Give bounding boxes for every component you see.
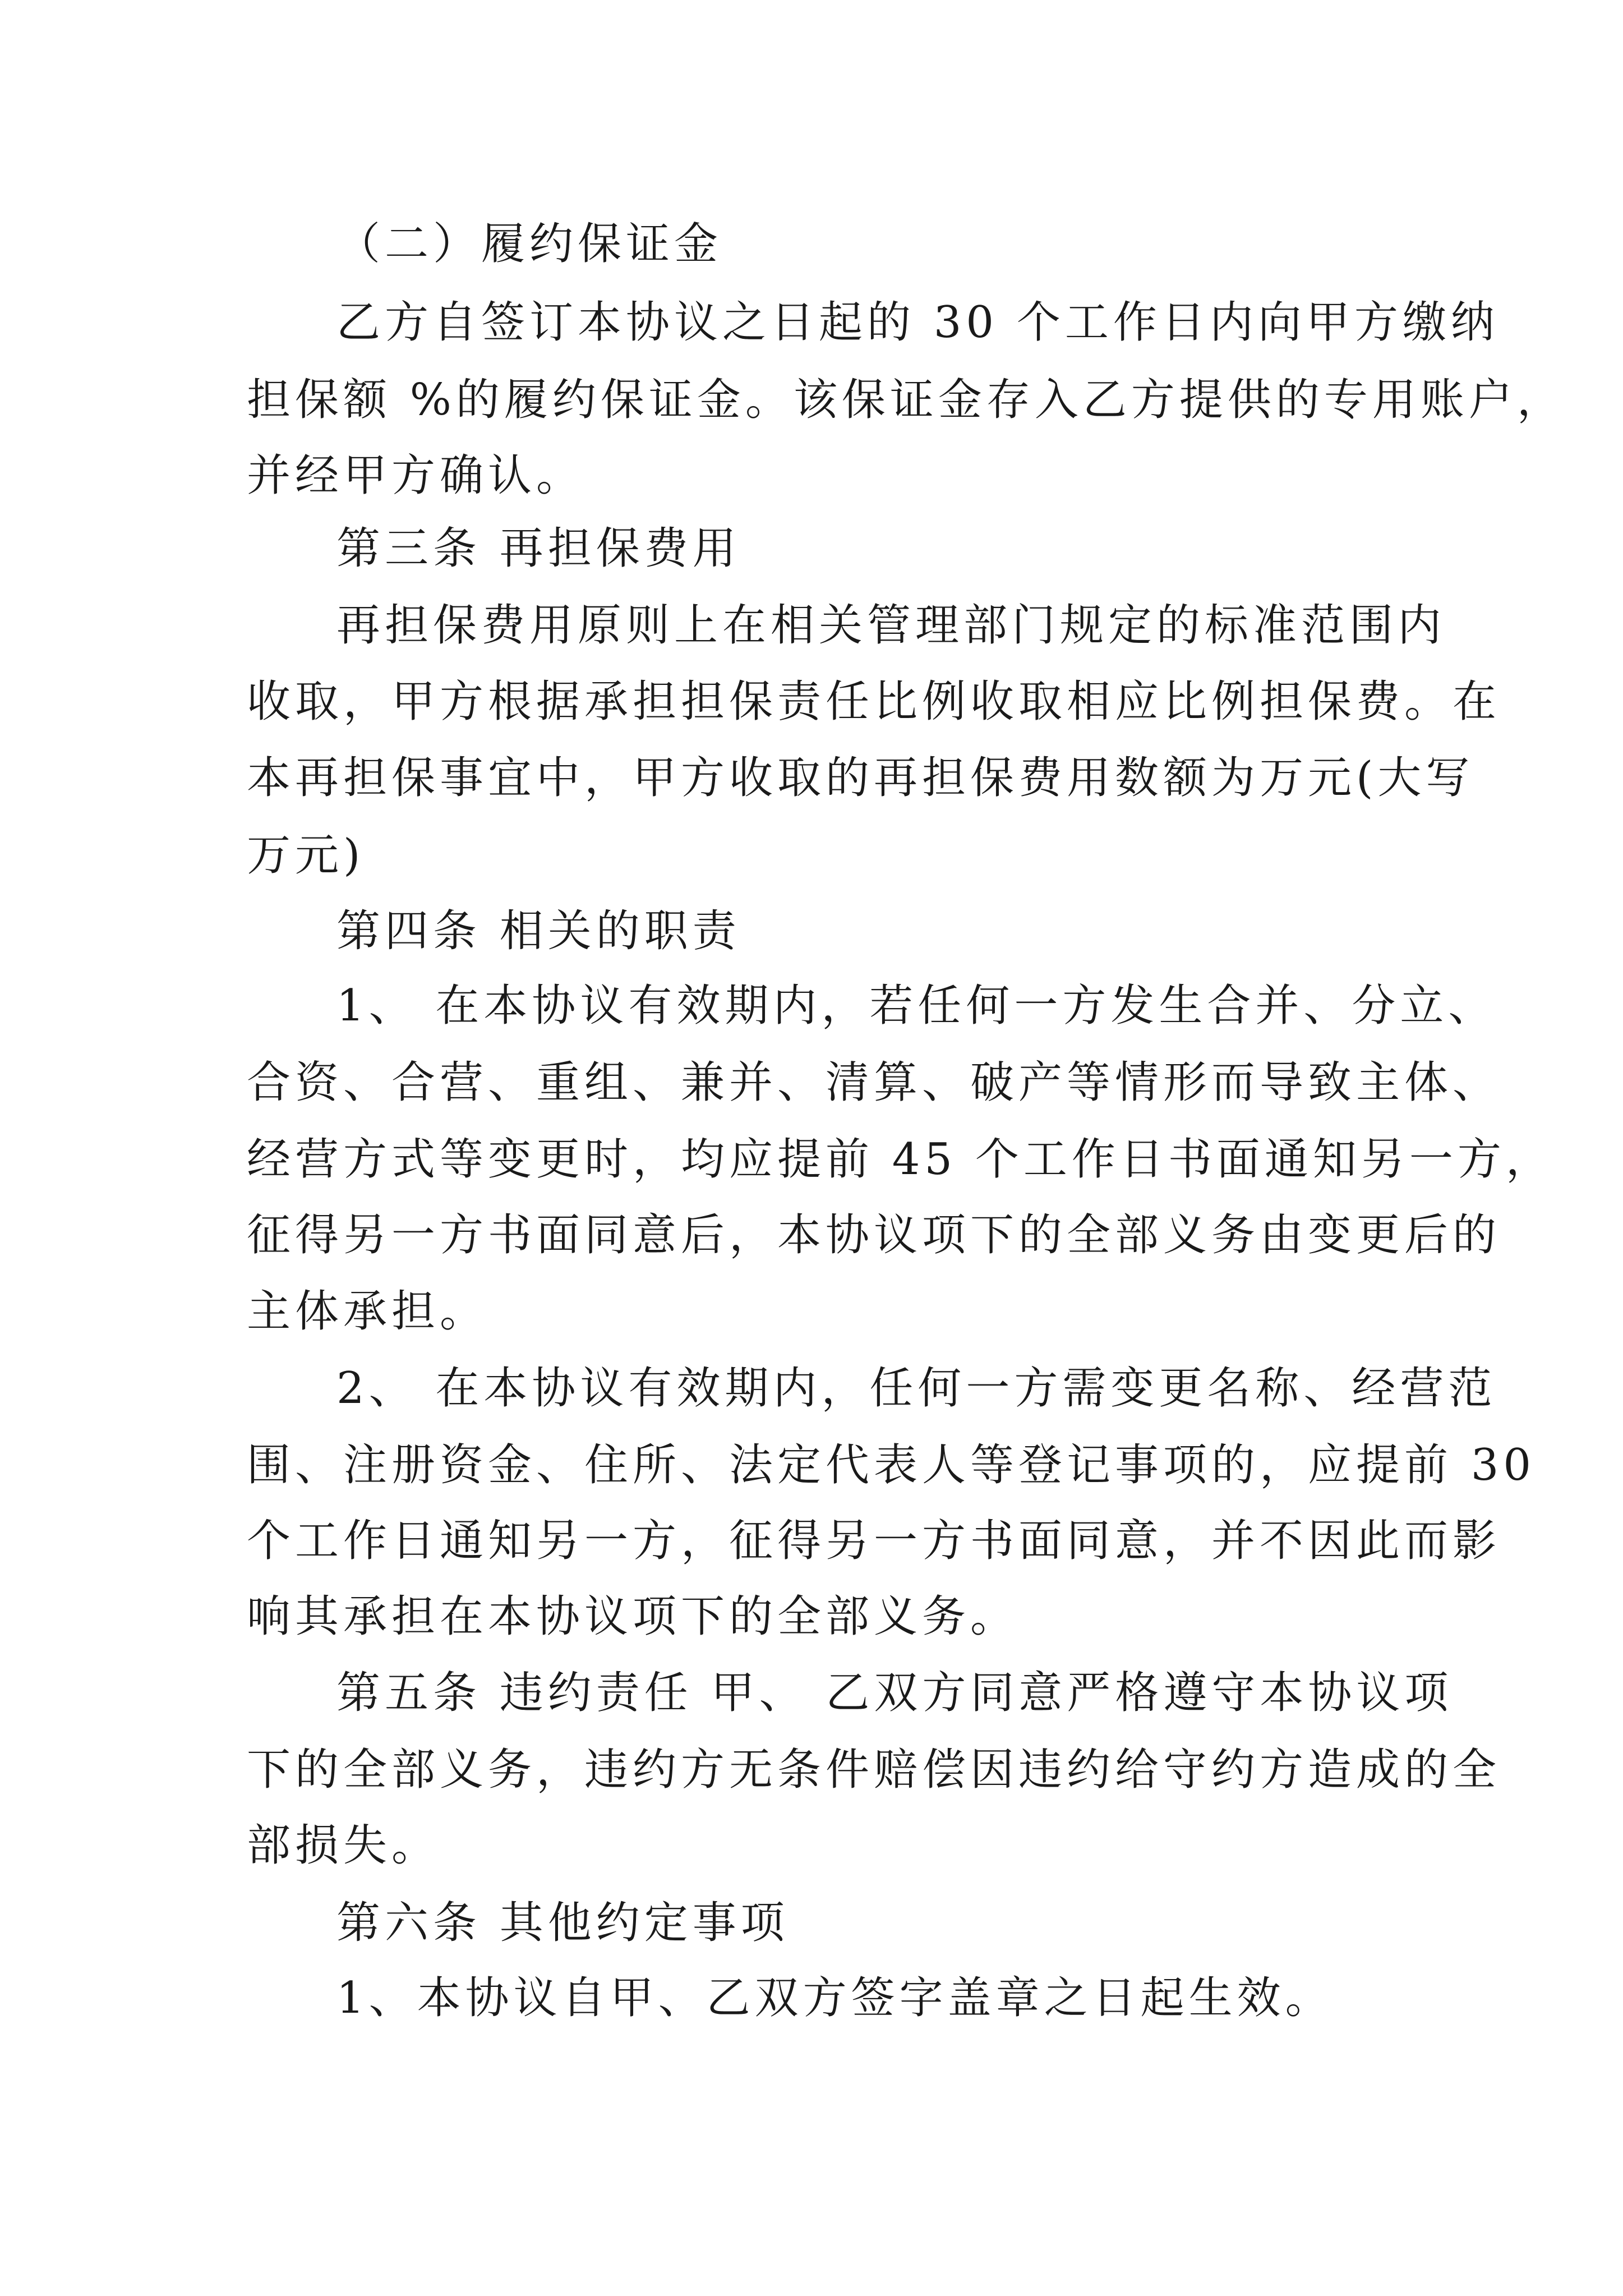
article-heading-6: 第六条 其他约定事项	[336, 1898, 789, 1948]
paragraph-line: 经营方式等变更时，均应提前 45 个工作日书面通知另一方，	[247, 1134, 1554, 1185]
paragraph-line: 1、 在本协议有效期内，若任何一方发生合并、分立、	[336, 981, 1497, 1031]
paragraph-line: 万元)	[247, 830, 365, 881]
paragraph-line: 1、本协议自甲、乙双方签字盖章之日起生效。	[336, 1973, 1334, 2023]
paragraph-line: 并经甲方确认。	[247, 450, 585, 501]
paragraph-line: 下的全部义务，违约方无条件赔偿因违约给守约方造成的全	[247, 1745, 1501, 1795]
paragraph-line: 本再担保事宜中，甲方收取的再担保费用数额为万元(大写	[247, 753, 1474, 803]
paragraph-line: 担保额 %的履约保证金。该保证金存入乙方提供的专用账户，	[247, 375, 1565, 425]
paragraph-line: 部损失。	[247, 1820, 440, 1871]
paragraph-line: 主体承担。	[247, 1286, 488, 1337]
paragraph-line: 响其承担在本协议项下的全部义务。	[247, 1591, 1019, 1642]
article-heading-3: 第三条 再担保费用	[336, 523, 741, 574]
paragraph-line: 征得另一方书面同意后，本协议项下的全部义务由变更后的	[247, 1210, 1501, 1260]
paragraph-line: 2、 在本协议有效期内，任何一方需变更名称、经营范	[336, 1363, 1497, 1414]
paragraph-line: 合资、合营、重组、兼并、清算、破产等情形而导致主体、	[247, 1057, 1501, 1108]
paragraph-line: 乙方自签订本协议之日起的 30 个工作日内向甲方缴纳	[336, 297, 1499, 348]
paragraph-line: 收取，甲方根据承担担保责任比例收取相应比例担保费。在	[247, 677, 1501, 727]
paragraph-line: 围、注册资金、住所、法定代表人等登记事项的，应提前 30	[247, 1440, 1536, 1490]
paragraph-line: 个工作日通知另一方，征得另一方书面同意，并不因此而影	[247, 1516, 1501, 1566]
section-heading-performance-bond: （二）履约保证金	[336, 219, 723, 269]
article-heading-4: 第四条 相关的职责	[336, 906, 741, 956]
article-heading-5: 第五条 违约责任 甲、 乙双方同意严格遵守本协议项	[336, 1668, 1453, 1718]
paragraph-line: 再担保费用原则上在相关管理部门规定的标准范围内	[336, 600, 1446, 651]
